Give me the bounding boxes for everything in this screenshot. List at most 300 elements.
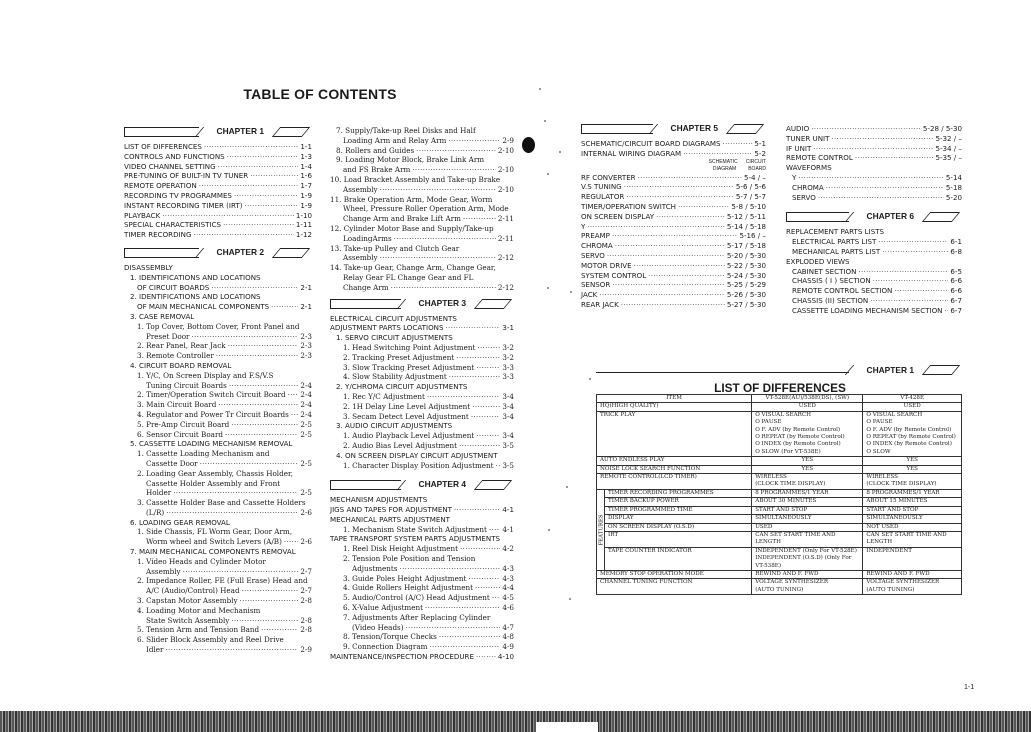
toc-leader-dots [291,410,299,420]
header-circuit: CIRCUIT [745,158,766,165]
model-a-cell: USED [752,523,863,531]
toc-entry-title: 4. Loading Motor and Mechanism [137,605,261,615]
toc-entry-page: 4-6 [502,603,514,613]
toc-entry-page: 6-5 [950,266,962,276]
toc-leader-dots [200,459,299,469]
toc-entry [330,263,514,273]
toc-entry-page: 2-12 [497,282,514,292]
toc-entry-page: 2-4 [300,380,312,390]
chapter-header [596,363,962,377]
toc-leader-dots [472,402,500,412]
toc-entry [786,247,962,257]
toc-entry-title: Loading Arm and Relay Arm [343,135,447,145]
toc-entry [330,363,514,373]
toc-entry-title: SENSOR [581,280,611,290]
model-b-cell: START AND STOP [863,506,962,514]
toc-entry [786,257,962,267]
model-a-cell: 8 PROGRAMMES/1 YEAR [752,489,863,497]
model-b-cell: SIMULTANEOUSLY [863,515,962,523]
chapter-label: CHAPTER 1 [216,126,264,137]
toc-entry [124,283,312,293]
toc-entry [330,525,514,535]
toc-entry-title: Adjustments [352,563,398,573]
toc-entry [124,211,312,221]
toc-entry [330,283,514,293]
toc-entry-title: 12. Cylinder Motor Base and Supply/Take-up [330,223,494,233]
toc-leader-dots [391,283,496,293]
toc-entry [330,451,514,461]
toc-entry [786,296,962,306]
toc-entry [581,271,766,281]
toc-entry [330,175,514,185]
header-schematic: SCHEMATIC [708,158,738,165]
toc-entry-title: MOTOR DRIVE [581,260,632,270]
toc-entry-page: 6-1 [950,237,962,247]
table-row [597,474,962,490]
toc-entry [124,312,312,322]
toc-entry [330,234,514,244]
toc-entry-title: Y [581,221,586,231]
item-cell: TIMER PROGRAMMED TIME [605,506,752,514]
toc-entry-title: SCHEMATIC/CIRCUIT BOARD DIAGRAMS [581,139,721,148]
toc-leader-dots [678,202,729,212]
toc-entry [124,351,312,361]
toc-entry-title: 4. Regulator and Power Tr Circuit Boards [137,409,289,419]
toc-entry [330,204,514,214]
toc-entry-page: 1-11 [295,220,312,230]
toc-entry-page: 3-2 [502,352,514,362]
toc-entry [330,603,514,613]
toc-entry-page: 3-3 [502,362,514,372]
toc-leader-dots [211,283,298,293]
model-b-cell: CAN SET START TIME AND LENGTH [863,531,962,547]
scan-speck [548,529,550,531]
toc-entry [330,431,514,441]
toc-leader-dots [193,230,293,240]
toc-entry-title: CONTROLS AND FUNCTIONS [124,151,225,161]
toc-entry-page: 1-1 [300,142,312,151]
toc-leader-dots [873,276,949,286]
toc-entry-page: 2-1 [300,282,312,292]
page-title: TABLE OF CONTENTS [243,86,397,102]
chapter-label: CHAPTER 6 [866,211,914,222]
chapter-header [330,478,514,492]
toc-entry-title: 7. MAIN MECHANICAL COMPONENTS REMOVAL [130,547,296,557]
toc-entry-title: Y [792,172,797,182]
toc-entry-page: 3-4 [502,401,514,411]
toc-column-4 [786,124,962,316]
toc-entry-title: 1. Top Cover, Bottom Cover, Front Panel and [137,321,300,331]
item-cell: TIMER BACKUP POWER [605,498,752,506]
toc-leader-dots [427,392,501,402]
toc-leader-dots [882,247,948,257]
toc-leader-dots [878,237,948,247]
toc-leader-dots [173,488,298,498]
table-row [597,465,962,473]
toc-entry-title: and FS Brake Arm [343,165,411,175]
toc-entry [581,241,766,251]
toc-entry [330,593,514,603]
toc-entry-title: 13. Take-up Pulley and Clutch Gear [330,243,460,253]
toc-entry-title: CHASSIS (II) SECTION [792,295,869,305]
toc-entry-page: 5-18 [945,182,962,192]
toc-entry-page: 2-6 [300,507,312,517]
toc-entry-title: SYSTEM CONTROL [581,270,647,280]
toc-entry-title: REMOTE CONTROL SECTION [792,286,893,296]
table-header-row [597,395,962,403]
toc-entry-title: 9. Connection Diagram [343,642,428,652]
toc-entry-page: 3-5 [502,460,514,470]
toc-entry [786,144,962,154]
toc-entry [124,332,312,342]
punch-hole-mark [522,137,535,153]
toc-entry-title: MECHANICAL PARTS ADJUSTMENT [330,514,451,524]
toc-entry-title: Wheel, Pressure Roller Operation Arm, Mode [343,204,509,214]
scan-speck [544,120,546,122]
item-cell: TIMER RECORDING PROGRAMMES [605,489,752,497]
item-cell: DISPLAY [605,515,752,523]
toc-entry-title: Cassette Door [146,458,198,468]
scan-speck [559,151,561,153]
chapter-bar [596,367,849,373]
toc-entry-title: OF MAIN MECHANICAL COMPONENTS [137,302,270,312]
toc-leader-dots [471,412,501,422]
toc-entry [581,192,766,202]
toc-entry-title: 2. Y/CHROMA CIRCUIT ADJUSTMENTS [336,382,468,392]
toc-entry-title: 1. IDENTIFICATIONS AND LOCATIONS [130,272,261,282]
toc-leader-dots [811,124,921,134]
toc-entry-page: 2-4 [300,400,312,410]
toc-leader-dots [448,136,500,146]
toc-entry-title: 7. Supply/Take-up Reel Disks and Half [336,126,476,135]
toc-entry [124,625,312,635]
toc-entry-title: 1. Reel Disk Height Adjustment [343,544,459,554]
scan-speck [547,287,549,289]
toc-entry-title: 2. Rear Panel, Rear Jack [137,341,226,351]
toc-entry-page: 1-3 [300,151,312,161]
toc-entry [330,224,514,234]
toc-entry [124,292,312,302]
toc-entry-page: 1-9 [300,190,312,200]
toc-entry-title: 1. Mechanism State Switch Adjustment [343,524,487,534]
section-heading: DISASSEMBLY [124,262,173,272]
toc-entry [124,381,312,391]
toc-entry-page: 2-9 [502,135,514,145]
table-row [597,457,962,465]
toc-entry-title: Relay Gear FL Change Gear and FL [343,272,474,282]
toc-leader-dots [242,586,299,596]
toc-entry-title: 4. ON SCREEN DISPLAY CIRCUIT ADJUSTMENT [336,450,498,460]
chapter-bar [124,248,199,258]
toc-entry [124,201,312,211]
toc-entry [786,183,962,193]
toc-entry-title: EXPLODED VIEWS [786,256,850,266]
header-item: ITEM [597,395,752,403]
toc-entry-title: 14. Take-up Gear, Change Arm, Change Gear, [330,263,496,273]
toc-entry [124,596,312,606]
toc-entry [330,214,514,224]
toc-entry [330,155,514,165]
toc-entry-title: 2. Loading Gear Assembly, Chassis Holder, [137,468,293,478]
toc-entry-title: SPECIAL CHARACTERISTICS [124,220,222,230]
toc-entry-title: LoadingArms [343,233,392,243]
toc-entry-title: 5. Audio/Control (A/C) Head Adjustment [343,593,490,603]
toc-entry-title: Holder [146,488,172,498]
toc-entry-title: MECHANICAL PARTS LIST [792,246,881,256]
toc-entry-title: PRE-TUNING OF BUILT-IN TV TUNER [124,171,249,181]
toc-leader-dots [626,192,734,202]
toc-entry [330,136,514,146]
toc-entry-page: 6-6 [950,276,962,286]
chapter-bar [124,127,199,137]
toc-entry [330,441,514,451]
toc-entry-page: 5-17 / 5-18 [726,241,766,251]
toc-entry [581,222,766,232]
toc-entry [786,286,962,296]
toc-entry-page: 2-11 [497,233,514,243]
toc-entry-title: Change Arm [343,282,389,292]
chapter-parallelogram [272,127,310,137]
table-row [597,411,962,456]
toc-entry [124,449,312,459]
toc-entry-title: 2. Impedance Roller, FE (Full Erase) Head and [137,576,308,586]
toc-leader-dots [476,431,500,441]
chapter-parallelogram [474,299,512,309]
toc-entry-title: Idler [146,645,164,655]
toc-entry [581,202,766,212]
toc-entry-page: 2-9 [300,645,312,655]
toc-entry-page: 3-3 [502,372,514,382]
toc-entry-title: Assembly [146,566,181,576]
toc-entry [786,134,962,144]
toc-entry-title: SERVO [581,250,605,260]
model-a-cell: USED [752,403,863,411]
toc-leader-dots [944,306,948,316]
chapter-label: CHAPTER 2 [216,247,264,258]
toc-leader-dots [624,182,734,192]
toc-entry-page: 5-1 [754,139,766,148]
toc-entry-title: 3. Guide Poles Height Adjustment [343,573,467,583]
model-b-cell: 8 PROGRAMMES/1 YEAR [863,489,962,497]
toc-leader-dots [400,564,501,574]
toc-leader-dots [496,461,501,471]
toc-leader-dots [456,353,500,363]
toc-leader-dots [199,181,299,191]
toc-entry-title: RECORDING TV PROGRAMMES [124,190,232,200]
toc-entry-title: (Video Heads) [352,622,404,632]
toc-leader-dots [798,173,944,183]
toc-entry-title: 3. Cassette Holder Base and Cassette Holders [137,498,306,508]
toc-entry [124,273,312,283]
toc-leader-dots [634,261,725,271]
toc-entry-title: 3. CASE REMOVAL [130,311,195,321]
toc-leader-dots [216,351,299,361]
toc-entry-title: REAR JACK [581,299,619,309]
toc-entry-page: 5-32 / – [935,133,962,143]
chapter-header [124,125,312,139]
toc-entry [581,251,766,261]
toc-entry [124,567,312,577]
toc-leader-dots [492,593,501,603]
list-of-differences-chapter-bar [596,361,962,380]
toc-leader-dots [218,162,299,172]
toc-entry-title: LIST OF DIFFERENCES [124,142,202,151]
toc-entry-title: CHASSIS ( I ) SECTION [792,276,871,286]
scan-speck [547,173,549,175]
toc-entry-title: TIMER RECORDING [124,230,192,240]
toc-leader-dots [813,144,933,154]
toc-entry-title: 2. IDENTIFICATIONS AND LOCATIONS [130,292,261,302]
chapter-label: CHAPTER 3 [418,297,466,308]
toc-entry [330,495,514,505]
toc-leader-dots [489,525,500,535]
toc-leader-dots [416,146,496,156]
toc-entry [330,253,514,263]
toc-entry-page: 2-4 [300,409,312,419]
toc-entry-title: PREAMP [581,231,610,241]
header-board: BOARD [748,165,766,172]
toc-entry [124,390,312,400]
toc-entry-title: 3. Main Circuit Board [137,400,217,410]
model-a-cell: REWIND AND F. FWD [752,570,863,578]
toc-entry [330,421,514,431]
toc-entry-page: 2-3 [300,331,312,341]
toc-leader-dots [439,632,501,642]
toc-entry-page: 1-12 [295,230,312,240]
toc-entry-page: 6-6 [950,286,962,296]
toc-entry-page: 4-2 [502,544,514,554]
toc-entry [124,230,312,240]
table-row [597,403,962,411]
model-b-cell: USED [863,403,962,411]
toc-leader-dots [192,332,299,342]
item-cell: MEMORY STOP OPERATION MODE [597,570,752,578]
toc-entry-page: 4-10 [497,652,514,662]
toc-entry [124,341,312,351]
item-cell: ON SCREEN DISPLAY (O.S.D) [605,523,752,531]
toc-entry [786,227,962,237]
item-cell: AUTO ENDLESS PLAY [597,457,752,465]
toc-leader-dots [656,212,725,222]
toc-entry-page: 5-22 / 5-30 [726,260,766,270]
toc-entry-page: 2-6 [300,537,312,547]
toc-entry-title: ADJUSTMENT PARTS LOCATIONS [330,323,444,333]
scan-speck [570,291,572,293]
toc-entry [330,461,514,471]
toc-leader-dots [240,596,299,606]
toc-leader-dots [463,214,496,224]
toc-entry-title: OF CIRCUIT BOARDS [137,282,210,292]
model-a-cell: START AND STOP [752,506,863,514]
toc-leader-dots [476,363,500,373]
toc-entry [581,139,766,149]
toc-entry-page: 4-5 [502,593,514,603]
toc-column-3 [581,120,766,310]
toc-entry-page: 3-4 [502,411,514,421]
model-b-cell: ABOUT 15 MINUTES [863,498,962,506]
toc-leader-dots [229,381,299,391]
toc-leader-dots [429,642,500,652]
toc-leader-dots [218,400,298,410]
toc-entry-page: 2-4 [300,390,312,400]
toc-entry [124,586,312,596]
toc-entry-title: 6. X-Value Adjustment [343,603,424,613]
toc-leader-dots [459,441,500,451]
toc-entry-title: CHROMA [581,241,613,251]
schematic-board-header [581,159,766,173]
toc-entry-title: 8. Rollers and Guides [336,145,415,155]
item-cell: HQ(HIGH QUALITY) [597,403,752,411]
toc-entry-page: 2-10 [497,145,514,155]
features-group-cell [597,489,605,570]
toc-entry-page: 2-3 [300,341,312,351]
toc-leader-dots [166,508,298,518]
table-row [597,531,962,547]
toc-leader-dots [165,645,298,655]
toc-entry-title: REMOTE OPERATION [124,181,197,191]
toc-entry-page: 5-27 / 5-30 [726,299,766,309]
toc-entry-page: 3-4 [502,431,514,441]
toc-entry [330,353,514,363]
toc-entry [124,400,312,410]
item-cell: TAPE COUNTER INDICATOR [605,547,752,570]
model-a-cell: SIMULTANEOUSLY [752,515,863,523]
toc-entry [330,515,514,525]
toc-entry [330,343,514,353]
toc-entry [330,195,514,205]
item-cell: IRT [605,531,752,547]
toc-entry-title: V.S TUNING [581,182,622,192]
toc-entry [124,181,312,191]
toc-entry [581,212,766,222]
toc-entry-title: Assembly [343,253,378,263]
toc-entry-title: 2. Audio Bias Level Adjustment [343,440,458,450]
chapter-header [124,246,312,260]
toc-entry-page: 2-10 [497,165,514,175]
toc-entry [124,616,312,626]
toc-entry-title: Assembly [343,184,378,194]
toc-entry [330,632,514,642]
header-row-2 [581,166,766,173]
toc-entry [124,302,312,312]
chapter-bar [581,124,653,134]
toc-entry [330,244,514,254]
toc-entry-page: 6-7 [950,295,962,305]
toc-entry-title: Change Arm and Brake Lift Arm [343,214,461,224]
toc-entry-title: Cassette Holder Assembly and Front [146,478,281,488]
toc-entry [124,152,312,162]
toc-entry-title: 3. Capstan Motor Assembly [137,596,238,606]
toc-entry-title: 4. CIRCUIT BOARD REMOVAL [130,360,232,370]
model-b-cell: REWIND AND F. FWD [863,570,962,578]
toc-entry [124,498,312,508]
toc-leader-dots [231,420,298,430]
item-cell: NOISE LOCK SEARCH FUNCTION [597,465,752,473]
toc-entry [786,153,962,163]
toc-entry-page: 3-5 [502,440,514,450]
toc-leader-dots [855,153,934,163]
toc-entry-page: 2-1 [300,302,312,312]
toc-entry-page: 1-6 [300,171,312,181]
toc-entry-title: CABINET SECTION [792,266,857,276]
toc-entry-page: 6-8 [950,246,962,256]
toc-entry [581,300,766,310]
toc-entry-page: 4-1 [502,505,514,515]
toc-entry-title: 1. Rec Y/C Adjustment [343,391,425,401]
toc-leader-dots [288,390,299,400]
toc-entry-page: 6-7 [950,305,962,315]
toc-leader-dots [831,134,933,144]
